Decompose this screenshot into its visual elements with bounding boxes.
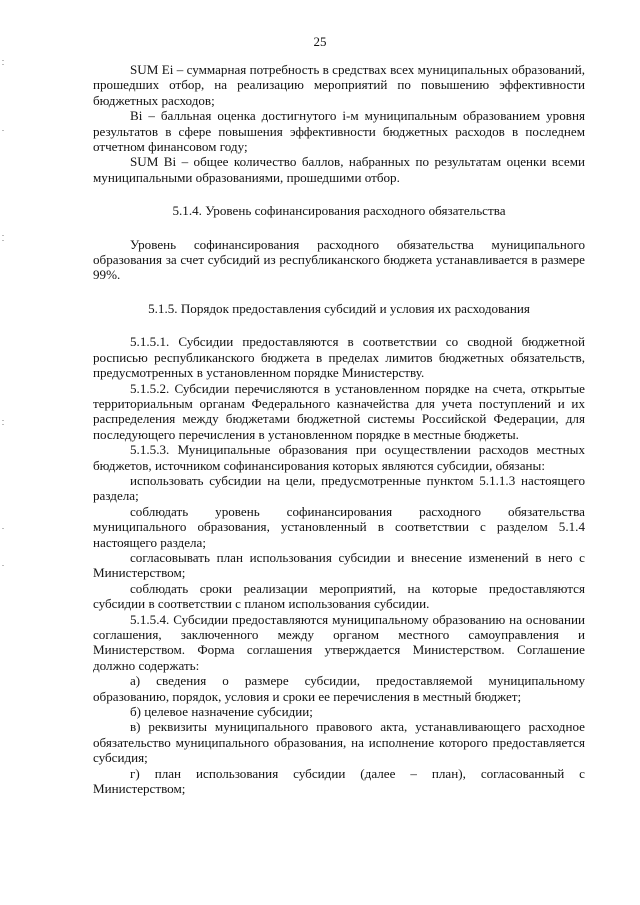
agreement-item-b: б) целевое назначение субсидии; xyxy=(130,704,313,720)
obligation-cofinancing-level: соблюдать уровень софинансирования расходного обязательства муниципального образования, установленный в соответствии с разделом 5.1.4 настоящего раздела; xyxy=(93,503,585,550)
document-body xyxy=(93,62,585,796)
paragraph-sum-ei: SUM Ei – суммарная потребность в средствах всех муниципальных образований, прошедших отбор, на реализацию мероприятий по повышению эффективности бюджетных расходов; xyxy=(93,62,585,108)
paragraph-5-1-5-2: 5.1.5.2. Субсидии перечисляются в установленном порядке на счета, открытые территориальным органам Федерального казначейства для учета поступлений и их распределения между бюджетами бюджетной системы Российской Федерации, для последующего перечисления в установленном порядке в местные бюджеты. xyxy=(93,380,585,442)
page-number: 25 xyxy=(313,34,327,49)
paragraph-5-1-5-1: 5.1.5.1. Субсидии предоставляются в соответствии со сводной бюджетной росписью республиканского бюджета в пределах лимитов бюджетных обязательств, предусмотренных в установленном порядке Министерству. xyxy=(93,334,585,381)
agreement-item-g: г) план использования субсидии (далее – план), согласованный с Министерством; xyxy=(93,765,585,797)
agreement-item-v: в) реквизиты муниципального правового акта, устанавливающего расходное обязательство муниципального образования, на исполнение которого предоставляется субсидия; xyxy=(93,719,585,766)
section-heading-5-1-5: 5.1.5. Порядок предоставления субсидий и условия их расходования xyxy=(148,300,530,316)
paragraph-5-1-5-4: 5.1.5.4. Субсидии предоставляются муниципальному образованию на основании соглашения, заключенного между органом местного самоуправления и Министерством. Форма соглашения утверждается Министерством. Соглашение должно содержать: xyxy=(93,611,585,673)
paragraph-5-1-5-3: 5.1.5.3. Муниципальные образования при осуществлении расходов местных бюджетов, источником софинансирования которых являются субсидии, обязаны: xyxy=(93,442,585,473)
paragraph-cofinancing-level: Уровень софинансирования расходного обязательства муниципального образования за счет субсидий из республиканского бюджета устанавливается в размере 99%. xyxy=(93,236,585,283)
paragraph-sum-bi: SUM Bi – общее количество баллов, набранных по результатам оценки всеми муниципальными образованиями, прошедшими отбор. xyxy=(93,154,585,185)
obligation-deadlines: соблюдать сроки реализации мероприятий, на которые предоставляются субсидии в соответствии с планом использования субсидии. xyxy=(93,580,585,612)
margin-marks xyxy=(2,0,10,905)
obligation-use-subsidies: использовать субсидии на цели, предусмотренные пунктом 5.1.1.3 настоящего раздела; xyxy=(93,472,585,504)
agreement-item-a: а) сведения о размере субсидии, предоставляемой муниципальному образованию, порядок, условия и сроки ее перечисления в местный бюджет; xyxy=(93,673,585,704)
paragraph-bi: Bi – балльная оценка достигнутого i-м муниципальным образованием уровня результатов в сфере повышения эффективности бюджетных расходов в последнем отчетном финансовом году; xyxy=(93,108,585,155)
obligation-agree-plan: согласовывать план использования субсидии и внесение изменений в него с Министерством; xyxy=(93,549,585,581)
section-heading-5-1-4: 5.1.4. Уровень софинансирования расходного обязательства xyxy=(172,203,506,219)
